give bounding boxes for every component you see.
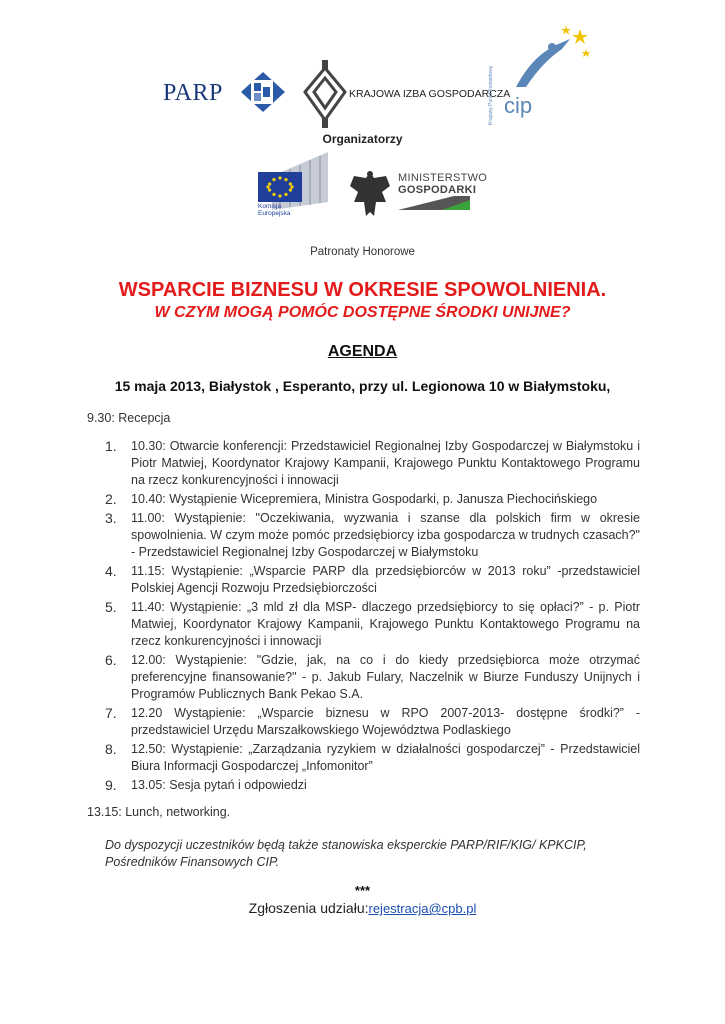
agenda-item-text: 10.40: Wystąpienie Wicepremiera, Ministra Gospodarki, p. Janusza Piechocińskiego — [131, 492, 598, 506]
lunch-time: 13.15: Lunch, networking. — [87, 805, 231, 819]
cip-logo-text: cip — [504, 93, 533, 118]
event-date-text: 15 maja 2013, Białystok , Esperanto, przy ul. Legionowa 10 w Białymstoku — [114, 378, 607, 394]
kig-logo-text: KRAJOWA IZBA GOSPODARCZA — [349, 88, 511, 100]
agenda-item-number: 9. — [105, 777, 117, 793]
agenda-item — [105, 599, 640, 650]
agenda-item-number: 5. — [105, 599, 117, 615]
agenda-item-text: 13.05: Sesja pytań i odpowiedzi — [131, 778, 307, 792]
separator: *** — [354, 883, 371, 898]
agenda-item-text: 12.50: Wystąpienie: „Zarządzania ryzykiem w działalności gospodarczej” - Przedstawiciel Biura Informacji Gospodarczej „Infomonitor” — [131, 742, 640, 773]
agenda-item — [105, 491, 640, 508]
agenda-item-number: 8. — [105, 741, 117, 757]
agenda-item-text: 12.00: Wystąpienie: "Gdzie, jak, na co i do kiedy przedsiębiorca może otrzymać preferencyjne finansowanie?" - p. Jakub Fulary, Naczelnik w Biurze Funduszy Unijnych i Programów Publicznych Bank Pekao S.A. — [131, 653, 640, 701]
agenda-item-number: 6. — [105, 652, 117, 668]
cip-side-text: Krajowy Punkt Kontaktowy — [488, 65, 494, 125]
agenda-item — [105, 705, 640, 739]
agenda-list — [105, 438, 640, 796]
agenda-item-text: 12.20 Wystąpienie: „Wsparcie biznesu w RPO 2007-2013- dostępne środki?” - przedstawiciel Urzędu Marszałkowskiego Województwa Podlaskiego — [131, 706, 640, 737]
polish-eagle-icon — [346, 168, 394, 220]
agenda-item-number: 4. — [105, 563, 117, 579]
kig-emblem-icon — [303, 60, 347, 128]
page-title: WSPARCIE BIZNESU W OKRESIE SPOWOLNIENIA. — [118, 279, 607, 301]
expert-stands-note: Do dyspozycji uczestników będą także stanowiska eksperckie PARP/RIF/KIG/ KPKCIP, Pośredników Finansowych CIP. — [105, 838, 587, 869]
ministry-logo-line1: MINISTERSTWO — [398, 172, 488, 184]
registration-email-link[interactable]: rejestracja@cpb.pl — [368, 901, 477, 916]
agenda-item-text: 11.15: Wystąpienie: „Wsparcie PARP dla przedsiębiorców w 2013 roku” -przedstawiciel Polskiej Agencji Rozwoju Przedsiębiorczości — [131, 564, 640, 595]
cip-logo — [488, 25, 592, 125]
reception-time: 9.30: Recepcja — [87, 411, 171, 425]
registration-line — [0, 900, 725, 916]
agenda-item — [105, 510, 640, 561]
organizers-label: Organizatorzy — [322, 132, 403, 146]
parp-logo-text: PARP — [163, 80, 223, 106]
agenda-item-number: 7. — [105, 705, 117, 721]
european-commission-logo — [246, 152, 328, 226]
agenda-item-number: 2. — [105, 491, 117, 507]
cip-jumper-icon — [510, 25, 592, 91]
registration-label: Zgłoszenia udziału: — [248, 900, 369, 916]
agenda-item — [105, 563, 640, 597]
agenda-heading: AGENDA — [327, 343, 398, 360]
agenda-item-text: 11.00: Wystąpienie: "Oczekiwania, wyzwania i szanse dla polskich firm w okresie spowolnienia. W czym może pomóc przedsiębiorcy izba gospodarcza w trudnych czasach?" - Przedstawiciel Regionalnej Izby Gospodarczej w Białymstoku — [131, 511, 640, 559]
agenda-item — [105, 652, 640, 703]
ec-logo-text: Komisja Europejska — [258, 203, 291, 217]
page-subtitle: W CZYM MOGĄ POMÓC DOSTĘPNE ŚRODKI UNIJNE? — [154, 304, 571, 321]
agenda-item — [105, 777, 640, 794]
event-date-location: 15 maja 2013, Białystok , Esperanto, przy ul. Legionowa 10 w Białymstoku, — [114, 378, 611, 394]
agenda-item — [105, 741, 640, 775]
parp-emblem-icon — [241, 72, 285, 112]
ministry-logo-text — [398, 172, 487, 196]
agenda-item-text: 11.40: Wystąpienie: „3 mld zł dla MSP- dlaczego przedsiębiorcy to się opłaci?” - p. Piotr Matwiej, Koordynator Krajowy Kampanii, Krajowego Punktu Kontaktowego Programu na rzecz konkurencyjności i innowacji — [131, 600, 640, 648]
agenda-item-text: 10.30: Otwarcie konferencji: Przedstawiciel Regionalnej Izby Gospodarczej w Białymstoku i Piotr Matwiej, Koordynator Krajowy Kampanii, Krajowego Punktu Kontaktowego Programu na rzecz konkurencyjności i innowacji — [131, 439, 640, 487]
patronage-label: Patronaty Honorowe — [310, 246, 415, 258]
ministry-stripe-icon — [398, 196, 470, 210]
parp-logo — [163, 70, 293, 114]
agenda-item — [105, 438, 640, 489]
agenda-item-number: 3. — [105, 510, 117, 526]
agenda-item-number: 1. — [105, 438, 117, 454]
ministry-logo-line2: GOSPODARKI — [398, 184, 477, 196]
ministry-economy-logo — [346, 168, 488, 220]
